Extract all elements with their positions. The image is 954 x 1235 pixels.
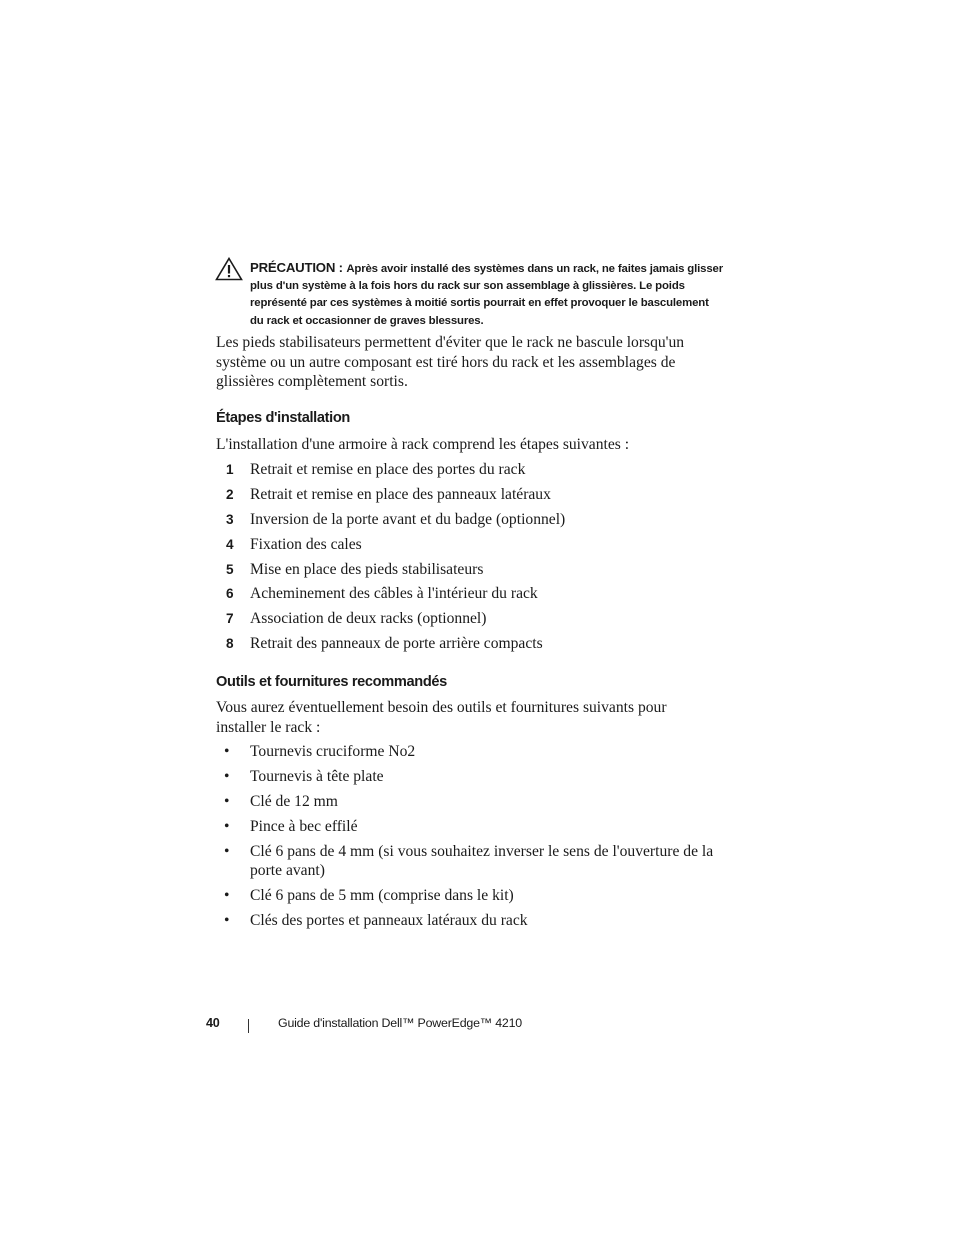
list-item [216, 817, 726, 837]
tool-item-text: Clé 6 pans de 4 mm (si vous souhaitez inverser le sens de l'ouverture de la porte avant) [250, 842, 714, 880]
tool-item-text: Clé de 12 mm [250, 792, 338, 810]
bullet-icon: • [224, 911, 230, 929]
installation-steps-list [216, 460, 726, 659]
bullet-icon: • [224, 842, 230, 860]
step-text: Inversion de la porte avant et du badge (optionnel) [250, 510, 566, 528]
caution-text [250, 259, 725, 330]
tools-intro: Vous aurez éventuellement besoin des outils et fournitures suivants pour installer le rack : [216, 699, 667, 736]
step-number: 7 [226, 611, 234, 627]
list-item [216, 609, 726, 629]
list-item [216, 911, 726, 931]
tools-heading: Outils et fournitures recommandés [216, 674, 447, 690]
list-item [216, 792, 726, 812]
stabilizer-paragraph: Les pieds stabilisateurs permettent d'éviter que le rack ne bascule lorsqu'un système ou un autre composant est tiré hors du rack et les assemblages de glissières complètement sortis. [216, 334, 685, 390]
step-number: 3 [226, 511, 234, 527]
step-text: Retrait et remise en place des panneaux latéraux [250, 485, 551, 503]
footer-document-title: Guide d'installation Dell™ PowerEdge™ 4210 [278, 1016, 522, 1030]
step-number: 8 [226, 636, 234, 652]
bullet-icon: • [224, 767, 230, 785]
bullet-icon: • [224, 886, 230, 904]
list-item [216, 842, 726, 881]
list-item [216, 742, 726, 762]
list-item [216, 886, 726, 906]
list-item [216, 485, 726, 505]
tool-item-text: Clés des portes et panneaux latéraux du rack [250, 911, 528, 929]
step-text: Retrait et remise en place des portes du rack [250, 461, 526, 478]
list-item [216, 460, 726, 480]
step-text: Mise en place des pieds stabilisateurs [250, 560, 484, 578]
bullet-icon: • [224, 743, 230, 760]
warning-triangle-icon [215, 257, 243, 281]
bullet-icon: • [224, 792, 230, 810]
tool-item-text: Tournevis cruciforme No2 [250, 743, 416, 760]
list-item [216, 634, 726, 654]
footer-divider [248, 1019, 249, 1033]
bullet-icon: • [224, 817, 230, 835]
list-item [216, 560, 726, 580]
tool-item-text: Tournevis à tête plate [250, 767, 384, 785]
list-item [216, 510, 726, 530]
step-text: Retrait des panneaux de porte arrière compacts [250, 635, 543, 653]
step-number: 4 [226, 536, 234, 552]
tools-list [216, 742, 726, 936]
installation-steps-intro: L'installation d'une armoire à rack comprend les étapes suivantes : [216, 436, 630, 453]
step-number: 1 [226, 462, 234, 477]
page-number: 40 [206, 1016, 220, 1030]
caution-label: PRÉCAUTION : [250, 260, 347, 275]
step-text: Association de deux racks (optionnel) [250, 610, 487, 628]
step-text: Acheminement des câbles à l'intérieur du rack [250, 585, 538, 603]
list-item [216, 584, 726, 604]
step-number: 2 [226, 486, 234, 502]
installation-steps-heading: Étapes d'installation [216, 410, 350, 426]
step-text: Fixation des cales [250, 535, 362, 553]
tool-item-text: Pince à bec effilé [250, 817, 358, 835]
list-item [216, 535, 726, 555]
step-number: 6 [226, 586, 234, 602]
caution-body: Après avoir installé des systèmes dans un rack, ne faites jamais glisser plus d'un système à la fois hors du rack sur son assemblage à glissières. Le poids représenté par ces systèmes à moitié sortis pourrait en effet provoquer le basculement du rack et occasionner de graves blessures. [250, 263, 723, 327]
list-item [216, 767, 726, 787]
tool-item-text: Clé 6 pans de 5 mm (comprise dans le kit) [250, 886, 514, 904]
step-number: 5 [226, 561, 234, 577]
page-footer [0, 1015, 954, 1037]
